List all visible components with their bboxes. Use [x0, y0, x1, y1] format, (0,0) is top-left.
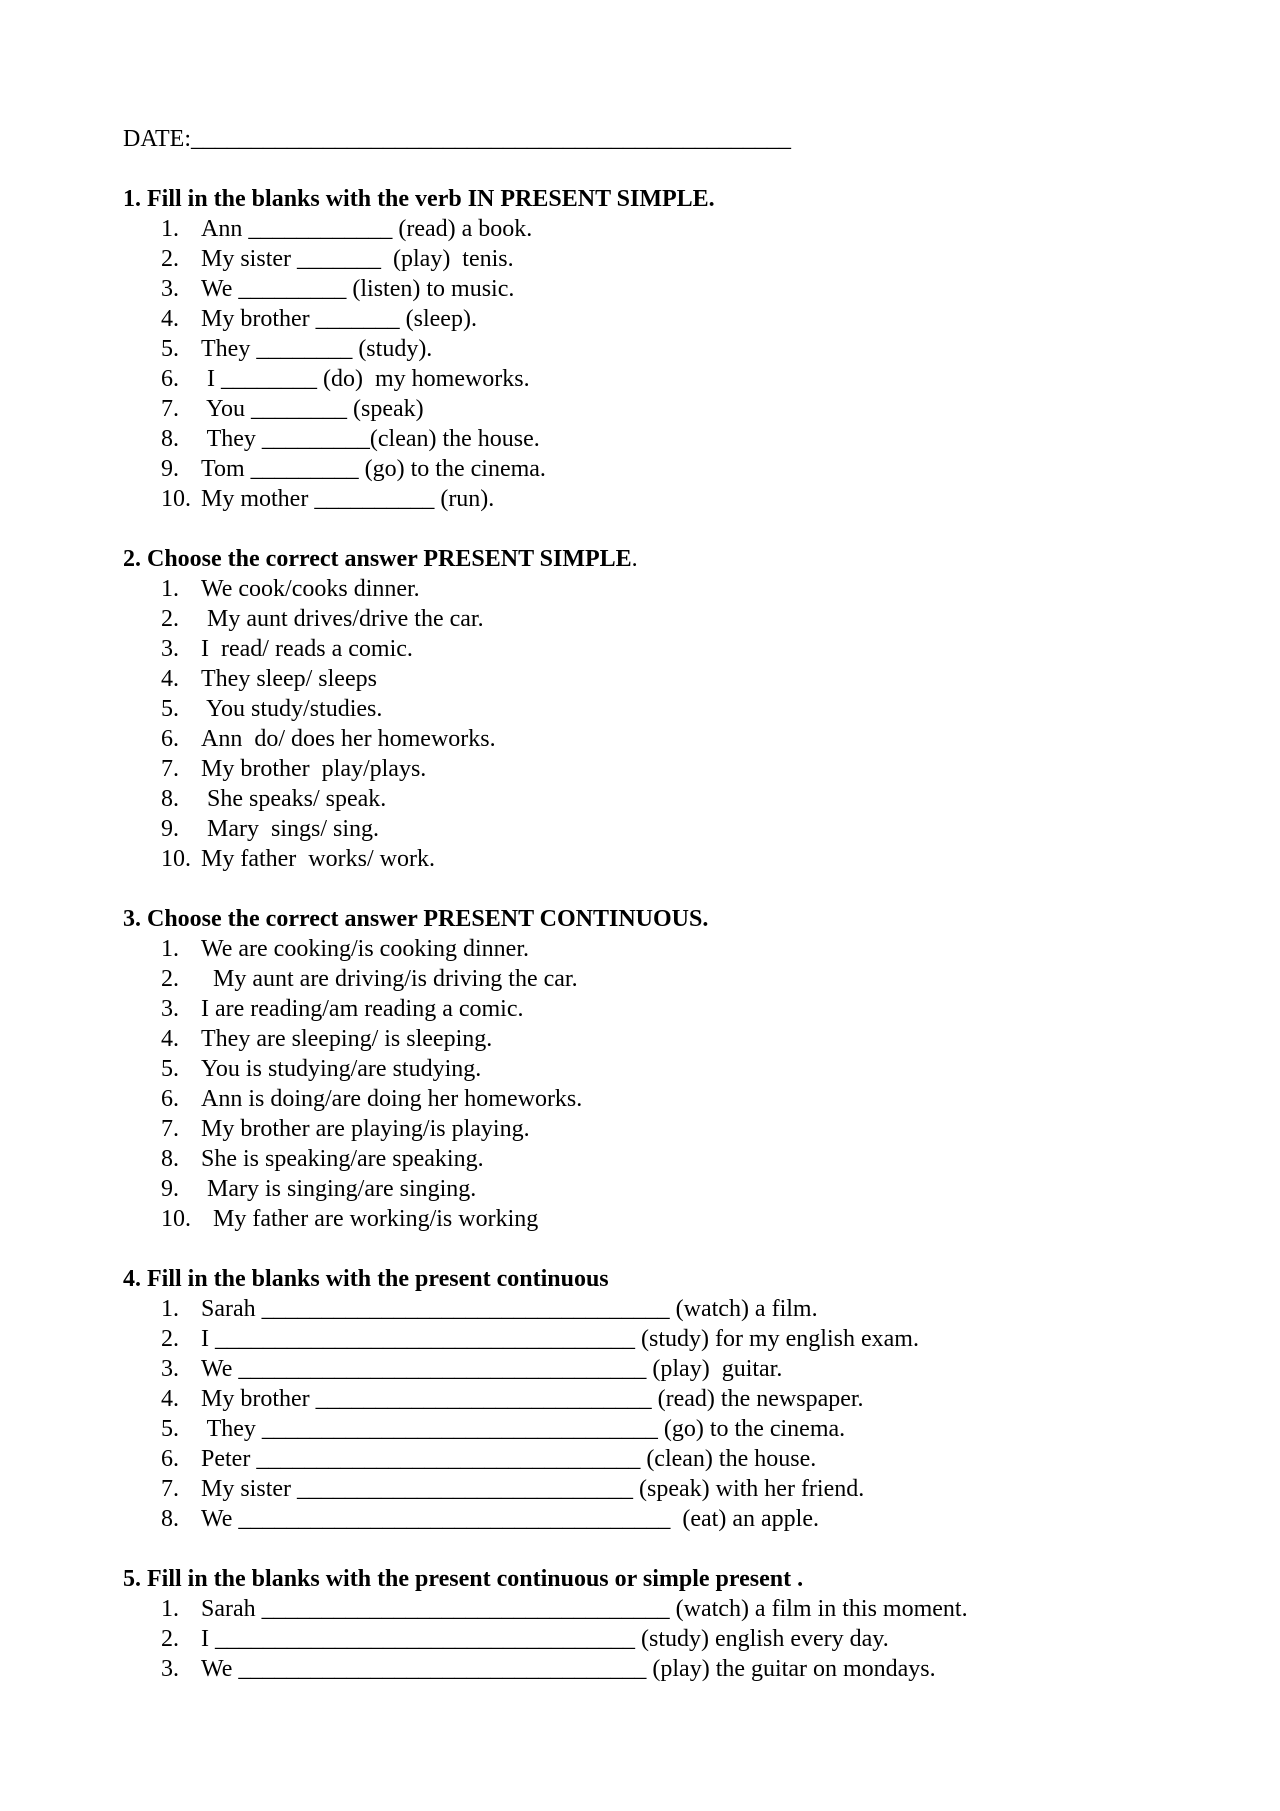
item-number: 1.	[161, 936, 179, 962]
item-text: You ________ (speak)	[201, 396, 424, 422]
list-item	[123, 1114, 1280, 1144]
item-text: Peter ________________________________ (clean) the house.	[201, 1446, 817, 1472]
section-title-text: 4. Fill in the blanks with the present continuous	[123, 1266, 609, 1292]
list-item	[123, 1174, 1280, 1204]
item-number: 4.	[161, 666, 179, 692]
item-number: 2.	[161, 246, 179, 272]
item-text: You is studying/are studying.	[201, 1056, 482, 1082]
list-item	[123, 1324, 1280, 1354]
list-item	[123, 994, 1280, 1024]
exercise-section-1	[123, 184, 1280, 514]
list-item	[123, 1144, 1280, 1174]
item-number: 4.	[161, 1026, 179, 1052]
item-number: 8.	[161, 1506, 179, 1532]
list-item	[123, 574, 1280, 604]
item-text: We are cooking/is cooking dinner.	[201, 936, 529, 962]
list-item	[123, 1204, 1280, 1234]
item-text: She speaks/ speak.	[201, 786, 387, 812]
item-number: 1.	[161, 1296, 179, 1322]
section-title	[123, 904, 1280, 934]
list-item	[123, 484, 1280, 514]
list-item	[123, 694, 1280, 724]
item-text: Mary sings/ sing.	[201, 816, 380, 842]
item-text: My brother play/plays.	[201, 756, 427, 782]
list-item	[123, 1474, 1280, 1504]
section-title	[123, 1264, 1280, 1294]
item-text: My brother are playing/is playing.	[201, 1116, 530, 1142]
list-item	[123, 214, 1280, 244]
list-item	[123, 934, 1280, 964]
section-title	[123, 1564, 1280, 1594]
item-number: 3.	[161, 276, 179, 302]
item-text: My brother _______ (sleep).	[201, 306, 477, 332]
item-text: My mother __________ (run).	[201, 486, 495, 512]
item-number: 5.	[161, 336, 179, 362]
exercise-section-2	[123, 544, 1280, 874]
exercise-list	[123, 1594, 1280, 1684]
list-item	[123, 364, 1280, 394]
list-item	[123, 394, 1280, 424]
list-item	[123, 964, 1280, 994]
item-number: 10.	[161, 846, 191, 872]
list-item	[123, 1414, 1280, 1444]
item-number: 5.	[161, 696, 179, 722]
section-title-text: 3. Choose the correct answer PRESENT CONTINUOUS.	[123, 906, 709, 932]
item-number: 8.	[161, 786, 179, 812]
item-text: My sister _______ (play) tenis.	[201, 246, 514, 272]
item-text: She is speaking/are speaking.	[201, 1146, 484, 1172]
item-text: I ___________________________________ (study) for my english exam.	[201, 1326, 919, 1352]
item-text: I are reading/am reading a comic.	[201, 996, 524, 1022]
item-number: 3.	[161, 1656, 179, 1682]
list-item	[123, 754, 1280, 784]
list-item	[123, 634, 1280, 664]
item-number: 6.	[161, 1446, 179, 1472]
item-number: 3.	[161, 636, 179, 662]
item-number: 7.	[161, 756, 179, 782]
list-item	[123, 724, 1280, 754]
list-item	[123, 1384, 1280, 1414]
item-text: My brother ____________________________ (read) the newspaper.	[201, 1386, 864, 1412]
item-text: Tom _________ (go) to the cinema.	[201, 456, 546, 482]
item-text: My father are working/is working	[201, 1206, 539, 1232]
item-text: We _________ (listen) to music.	[201, 276, 515, 302]
list-item	[123, 664, 1280, 694]
item-number: 2.	[161, 606, 179, 632]
list-item	[123, 424, 1280, 454]
exercise-section-4	[123, 1264, 1280, 1534]
item-number: 7.	[161, 1476, 179, 1502]
exercise-list	[123, 1294, 1280, 1534]
item-text: Sarah __________________________________ (watch) a film.	[201, 1296, 818, 1322]
item-number: 4.	[161, 306, 179, 332]
item-number: 4.	[161, 1386, 179, 1412]
list-item	[123, 244, 1280, 274]
item-number: 8.	[161, 426, 179, 452]
sections-container	[123, 184, 1280, 1684]
item-text: Mary is singing/are singing.	[201, 1176, 477, 1202]
item-number: 2.	[161, 966, 179, 992]
item-text: We __________________________________ (play) guitar.	[201, 1356, 783, 1382]
list-item	[123, 1504, 1280, 1534]
list-item	[123, 274, 1280, 304]
exercise-list	[123, 934, 1280, 1234]
item-text: I ________ (do) my homeworks.	[201, 366, 530, 392]
item-text: My aunt are driving/is driving the car.	[201, 966, 578, 992]
item-text: Ann is doing/are doing her homeworks.	[201, 1086, 583, 1112]
item-number: 5.	[161, 1416, 179, 1442]
item-number: 5.	[161, 1056, 179, 1082]
list-item	[123, 1624, 1280, 1654]
item-text: They _________________________________ (go) to the cinema.	[201, 1416, 846, 1442]
item-text: You study/studies.	[201, 696, 383, 722]
section-title-text: 2. Choose the correct answer PRESENT SIMPLE	[123, 546, 632, 572]
item-number: 7.	[161, 396, 179, 422]
item-number: 7.	[161, 1116, 179, 1142]
item-text: We cook/cooks dinner.	[201, 576, 420, 602]
item-text: I read/ reads a comic.	[201, 636, 413, 662]
item-text: I ___________________________________ (study) english every day.	[201, 1626, 889, 1652]
section-title-tail: .	[631, 546, 638, 572]
list-item	[123, 784, 1280, 814]
item-text: Ann ____________ (read) a book.	[201, 216, 533, 242]
item-text: They _________(clean) the house.	[201, 426, 540, 452]
exercise-section-5	[123, 1564, 1280, 1684]
item-number: 2.	[161, 1626, 179, 1652]
section-title-text: 5. Fill in the blanks with the present continuous or simple present .	[123, 1566, 804, 1592]
item-number: 8.	[161, 1146, 179, 1172]
list-item	[123, 1354, 1280, 1384]
item-number: 1.	[161, 216, 179, 242]
section-title	[123, 544, 1280, 574]
item-text: My father works/ work.	[201, 846, 435, 872]
section-title	[123, 184, 1280, 214]
list-item	[123, 1444, 1280, 1474]
list-item	[123, 334, 1280, 364]
item-text: We __________________________________ (play) the guitar on mondays.	[201, 1656, 936, 1682]
exercise-list	[123, 574, 1280, 874]
list-item	[123, 604, 1280, 634]
item-number: 6.	[161, 366, 179, 392]
item-text: My sister ____________________________ (speak) with her friend.	[201, 1476, 865, 1502]
item-number: 3.	[161, 996, 179, 1022]
list-item	[123, 454, 1280, 484]
list-item	[123, 1294, 1280, 1324]
item-text: We ____________________________________ (eat) an apple.	[201, 1506, 819, 1532]
item-text: They ________ (study).	[201, 336, 433, 362]
item-number: 10.	[161, 486, 191, 512]
section-title-text: 1. Fill in the blanks with the verb IN PRESENT SIMPLE.	[123, 186, 715, 212]
list-item	[123, 1054, 1280, 1084]
list-item	[123, 1084, 1280, 1114]
item-text: They are sleeping/ is sleeping.	[201, 1026, 493, 1052]
item-text: My aunt drives/drive the car.	[201, 606, 484, 632]
item-number: 9.	[161, 816, 179, 842]
item-number: 6.	[161, 1086, 179, 1112]
list-item	[123, 304, 1280, 334]
list-item	[123, 1024, 1280, 1054]
list-item	[123, 1594, 1280, 1624]
list-item	[123, 844, 1280, 874]
exercise-section-3	[123, 904, 1280, 1234]
item-number: 3.	[161, 1356, 179, 1382]
list-item	[123, 814, 1280, 844]
item-text: Sarah __________________________________ (watch) a film in this moment.	[201, 1596, 968, 1622]
item-text: Ann do/ does her homeworks.	[201, 726, 496, 752]
item-number: 9.	[161, 1176, 179, 1202]
item-number: 6.	[161, 726, 179, 752]
item-number: 2.	[161, 1326, 179, 1352]
item-number: 1.	[161, 1596, 179, 1622]
item-number: 1.	[161, 576, 179, 602]
exercise-list	[123, 214, 1280, 514]
item-text: They sleep/ sleeps	[201, 666, 377, 692]
list-item	[123, 1654, 1280, 1684]
item-number: 9.	[161, 456, 179, 482]
item-number: 10.	[161, 1206, 191, 1232]
date-line: DATE:__________________________________________________	[123, 126, 791, 152]
